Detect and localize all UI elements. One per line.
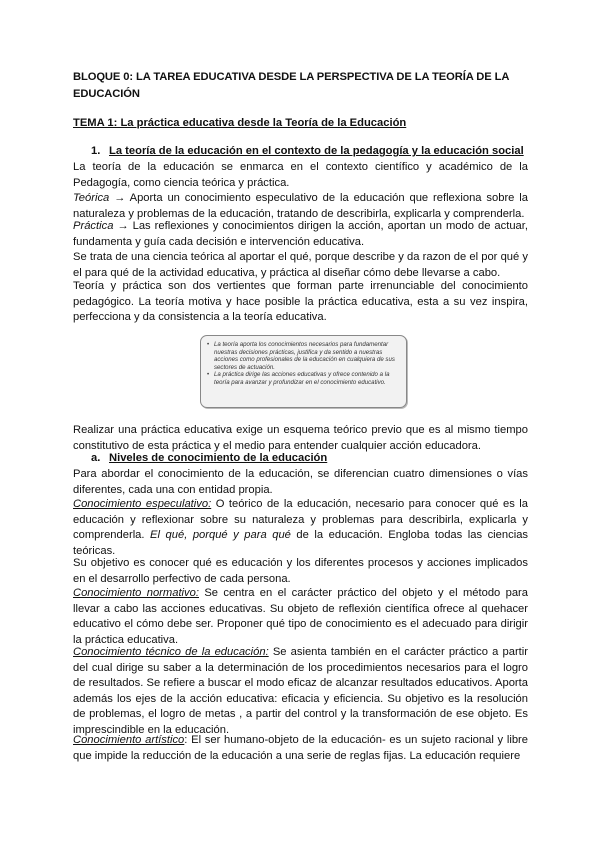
paragraph-p4: Realizar una práctica educativa exige un esquema teórico previo que es al mismo tiempo constitutivo de esta práctica y el medio para entender cualquier acción educadora.: [73, 424, 528, 452]
normativo-text: Se centra en el carácter práctico del objeto y el método para llevar a cabo las acciones educativas. Su objeto de reflexión científica ofrece al quehacer educativo el cómo debe ser. Proponer qué tipo de conocimiento es el adecuado para dirigir la práctica educativa.: [73, 587, 528, 646]
teorica-text: → Aporta un conocimiento especulativo de la educación que reflexiona sobre la naturaleza y problemas de la educación, tratando de describirla, explicarla y comprenderla.: [73, 192, 528, 220]
tecnico-label: Conocimiento técnico de la educación:: [73, 646, 269, 658]
section1-heading-text: La teoría de la educación en el contexto de la pedagogía y la educación social: [109, 145, 524, 157]
summary-box-item-1: • La teoría aporta los conocimientos necesarios para fundamentar nuestras decisiones prácticas, justifica y da sentido a nuestras acciones como profesionales de la educación en cualquiera de sus sectores de actuación.: [214, 341, 400, 371]
especulativo-italic: El qué, porqué y para qué: [150, 529, 291, 541]
summary-box: [200, 335, 407, 408]
normativo-paragraph: [73, 586, 528, 648]
section1-p2: Se trata de una ciencia teórica al aportar el qué, porque describe y da razon de el por qué y el para qué de la actividad educativa, y práctica al diseñar cómo debe llevarse a cabo.: [73, 251, 528, 279]
subsection-a-heading-text: Niveles de conocimiento de la educación: [109, 452, 328, 464]
section1-number: 1.: [91, 145, 101, 157]
practica-text: → Las reflexiones y conocimientos dirigen la acción, aportan un modo de actuar, fundamenta y guía cada decisión e intervención educativa.: [73, 220, 528, 248]
artistico-text: : El ser humano-objeto de la educación- es un sujeto racional y libre que impide la reducción de la educación a una serie de reglas fijas. La educación requiere: [73, 734, 528, 762]
section1-practica: [73, 219, 528, 250]
subsection-a-heading: [91, 452, 531, 464]
tema-title: TEMA 1: La práctica educativa desde la Teoría de la Educación: [73, 117, 407, 129]
subsection-a-letter: a.: [91, 452, 101, 464]
subsection-a-intro: Para abordar el conocimiento de la educación, se diferencian cuatro dimensiones o vías diferentes, cada una con entidad propia.: [73, 468, 528, 496]
especulativo-text-a: O teórico de la educación, necesario para conocer qué es la educación y reflexionar sobre su naturaleza y problemas para describirla, explicarla y comprenderla.: [73, 498, 528, 541]
especulativo-label: Conocimiento especulativo:: [73, 498, 212, 510]
especulativo-text-b: de la educación. Engloba todas las ciencias teóricas.: [73, 529, 529, 557]
especulativo-paragraph: [73, 497, 528, 559]
section1-teorica: [73, 191, 528, 222]
artistico-label: Conocimiento artístico: [73, 734, 185, 746]
normativo-label: Conocimiento normativo:: [73, 587, 199, 599]
summary-box-item-2: • La práctica dirige las acciones educativas y ofrece contenido a la teoría para avanzar y profundizar en el conocimiento educativo.: [214, 371, 400, 386]
practica-label: Práctica: [73, 220, 114, 232]
artistico-paragraph: [73, 733, 528, 764]
tecnico-text: Se asienta también en el carácter práctico a partir del cual dirige su saber a la determinación de los procedimientos necesarios para el logro de resultados. Se refiere a buscar el modo eficaz de alcanzar resultados educativos. Aporta además los ejes de la acción educativa: eficacia y eficiencia. Su objetivo es la resolución de problemas, el logro de metas , a partir del control y la transformación de ese objeto. Es imprescindible en la educación.: [73, 646, 528, 736]
especulativo-objective: Su objetivo es conocer qué es educación y los diferentes procesos y acciones implicados en el desarrollo perfectivo de cada persona.: [73, 557, 528, 585]
section1-p3: Teoría y práctica son dos vertientes que forman parte irrenunciable del conocimiento pedagógico. La teoría motiva y hace posible la práctica educativa, esta a su vez inspira, perfecciona y da consistencia a la teoría educativa.: [73, 280, 528, 323]
teorica-label: Teórica: [73, 192, 110, 204]
section1-p1: La teoría de la educación se enmarca en el contexto científico y académico de la Pedagogía, como ciencia teórica y práctica.: [73, 161, 528, 189]
tecnico-paragraph: [73, 645, 528, 738]
bloque-title: BLOQUE 0: LA TAREA EDUCATIVA DESDE LA PERSPECTIVA DE LA TEORÍA DE LA EDUCACIÓN: [73, 71, 509, 100]
section1-heading: [91, 145, 531, 157]
